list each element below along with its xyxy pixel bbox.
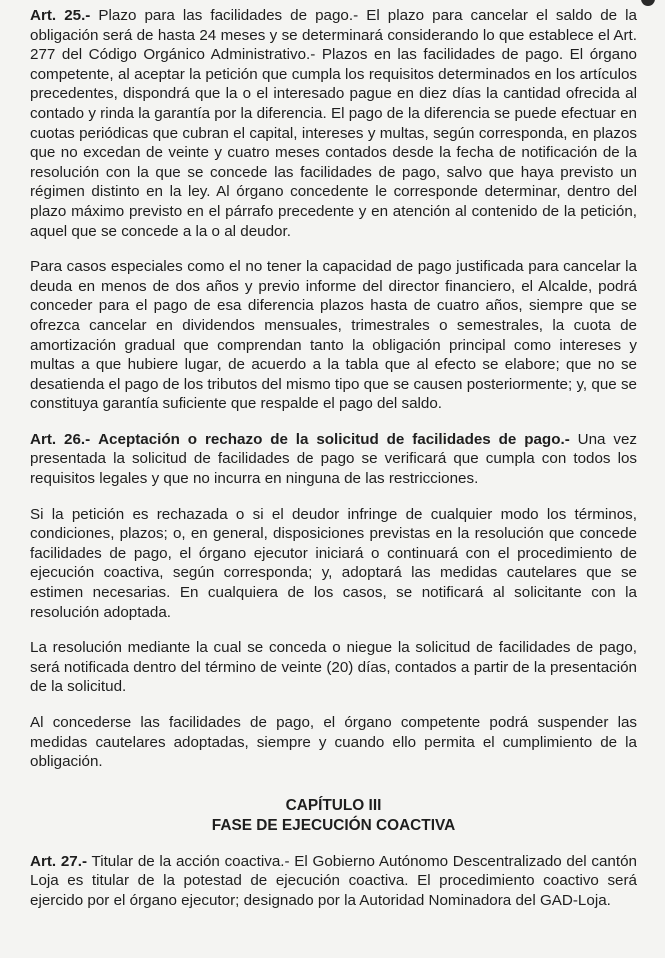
chapter-heading xyxy=(30,796,637,836)
corner-mark xyxy=(641,0,655,6)
article-27-title: Titular de la acción coactiva.- xyxy=(91,852,290,870)
article-26-text: Una vez presentada la solicitud de facilidades de pago se verificará que cumpla con todos los requisitos legales y que no incurra en ninguna de las restricciones. xyxy=(30,430,637,488)
article-27-text: El Gobierno Autónomo Descentralizado del cantón Loja es titular de la potestad de ejecución coactiva. El procedimiento coactivo será ejercido por el órgano ejecutor; designado por la Autoridad Nominadora del GAD-Loja. xyxy=(30,852,637,909)
article-26-paragraph-1 xyxy=(30,430,637,489)
article-26-paragraph-3: La resolución mediante la cual se conceda o niegue la solicitud de facilidades de pago, será notificada dentro del término de veinte (20) días, contados a partir de la presentación de la solicitud. xyxy=(30,639,637,696)
article-26-title: Aceptación o rechazo de la solicitud de facilidades de pago.- xyxy=(98,430,570,448)
article-26-label: Art. 26.- xyxy=(30,430,91,448)
article-25-paragraph-1 xyxy=(30,6,637,241)
article-26-paragraph-2: Si la petición es rechazada o si el deudor infringe de cualquier modo los términos, condiciones, plazos; o, en general, disposiciones previstas en la resolución que concede facilidades de pago, el órgano ejecutor iniciará o continuará con el procedimiento de ejecución coactiva, según corresponda; y, adoptará las medidas cautelares que se estimen necesarias. En cualquiera de los casos, se notificará al solicitante con la resolución adoptada. xyxy=(30,505,637,621)
chapter-title: FASE DE EJECUCIÓN COACTIVA xyxy=(211,816,456,834)
article-26-paragraph-4: Al concederse las facilidades de pago, el órgano competente podrá suspender las medidas cautelares adoptadas, siempre y cuando ello permita el cumplimiento de la obligación. xyxy=(30,714,637,771)
article-25-label: Art. 25.- xyxy=(30,7,91,24)
article-27-label: Art. 27.- xyxy=(30,852,88,870)
article-27-paragraph xyxy=(30,852,637,911)
article-25-text: El plazo para cancelar el saldo de la obligación será de hasta 24 meses y se determinará considerando lo que establece el Art. 277 del Código Orgánico Administrativo.- Plazos en las facilidades de pago. El órgano competente, al aceptar la petición que cumpla los requisitos determinados en los artículos precedentes, dispondrá que la o el interesado pague en diez días la cantidad ofrecida al contado y rinda la garantía por la diferencia. El pago de la diferencia se puede efectuar en cuotas periódicas que cubran el capital, intereses y multas, según corresponda, en plazos que no excedan de veinte y cuatro meses contados desde la fecha de notificación de la resolución con la que se concede las facilidades de pago, salvo que haya previsto un régimen distinto en la ley. Al órgano concedente le corresponde determinar, dentro del plazo máximo previsto en el párrafo precedente y en atención al contenido de la petición, aquel que se concede a la o al deudor. xyxy=(30,7,637,240)
article-25-title: Plazo para las facilidades de pago.- xyxy=(98,7,359,24)
article-25-paragraph-2: Para casos especiales como el no tener la capacidad de pago justificada para cancelar la deuda en menos de dos años y previo informe del director financiero, el Alcalde, podrá conceder para el pago de esa diferencia plazos hasta de cuatro años, siempre que se ofrezca cancelar en dividendos mensuales, trimestrales o semestrales, la cuota de amortización gradual que comprendan tanto la obligación principal como intereses y multas a que hubiere lugar, de acuerdo a la tabla que al efecto se elabore; que no se desatienda el pago de los tributos del mismo tipo que se causen posteriormente; y, que se constituya garantía suficiente que respalde el pago del saldo. xyxy=(30,258,637,413)
chapter-number: CAPÍTULO III xyxy=(285,796,382,814)
